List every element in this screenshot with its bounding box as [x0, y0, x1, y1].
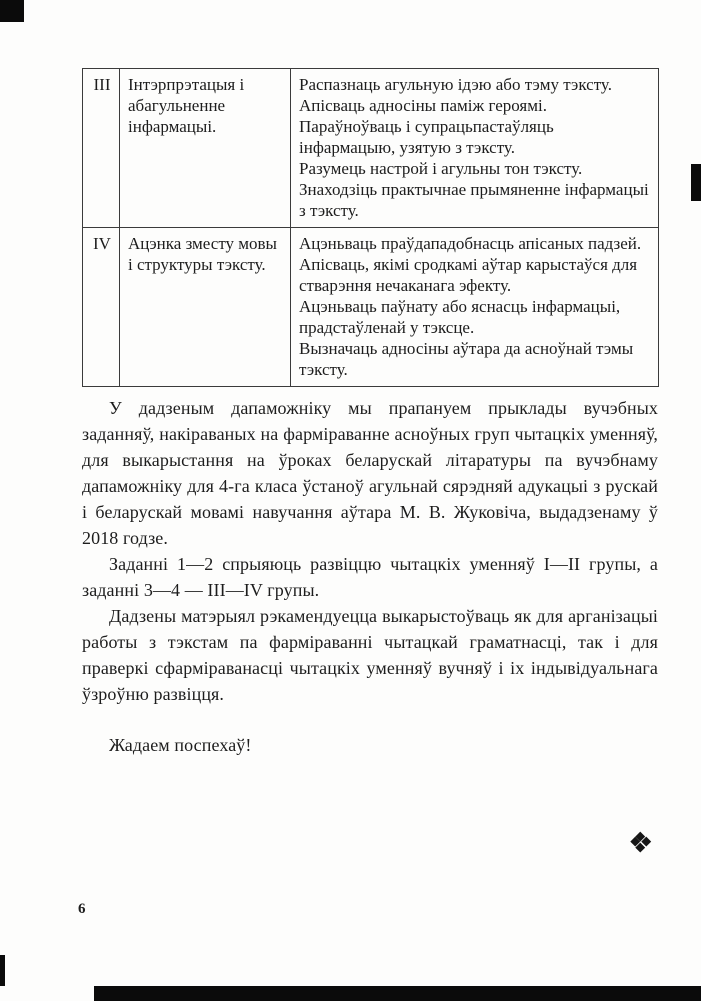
paragraph: Заданні 1—2 спрыяюць развіццю чытацкіх уменняў I—II групы, а заданні 3—4 — III—IV групы. [82, 554, 658, 600]
skill-item: Разумець настрой і агульны тон тэксту. [299, 159, 583, 178]
skill-group-cell: Інтэрпрэтацыя і абагульненне інфармацыі. [120, 69, 291, 228]
closing-line: Жадаем поспехаў! [109, 735, 252, 755]
skill-item: Апісваць, якімі сродкамі аўтар карыстаўся для стварэння нечаканага эфекту. [299, 255, 638, 295]
skill-group-cell: Ацэнка зместу мовы і структуры тэксту. [120, 228, 291, 387]
skill-item: Вызначаць адносіны аўтара да асноўнай тэмы тэксту. [299, 339, 634, 379]
paragraph: Дадзены матэрыял рэкамендуецца выкарыстоўваць як для арганізацыі работы з тэкстам па фарміраванні чытацкай граматнасці, так і для праверкі сфарміраванасці чытацкіх уменняў вучняў і іх індывідуальнага ўзроўню развіцця. [82, 606, 658, 704]
scan-artifact-left-edge [0, 955, 5, 986]
four-diamond-ornament-icon [632, 833, 649, 850]
page-content [82, 68, 658, 758]
page-number: 6 [78, 901, 86, 917]
skill-item: Ацэньваць паўнату або яснасць інфармацыі, прадстаўленай у тэксце. [299, 297, 621, 337]
skill-item: Апісваць адносіны паміж героямі. [299, 96, 547, 115]
skill-list-cell [291, 228, 659, 387]
body-text [82, 395, 658, 758]
scan-artifact-right-edge [691, 164, 701, 201]
paragraph: У дадзеным дапаможніку мы прапануем прыклады вучэбных заданняў, накіраваных на фарміраванне асноўных груп чытацкіх уменняў, для выкарыстання на ўроках беларускай літаратуры па вучэбнаму дапаможніку для 4-га класа ўстаноў агульнай сярэдняй адукацыі з рускай і беларускай мовамі навучання аўтара М. В. Жуковіча, выдадзенаму ў 2018 годзе. [82, 398, 658, 548]
skill-item: Знаходзіць практычнае прымяненне інфармацыі з тэксту. [299, 180, 649, 220]
skill-item: Ацэньваць праўдападобнасць апісаных падзей. [299, 234, 642, 253]
table-row [83, 228, 659, 387]
reading-skills-table [82, 68, 659, 387]
scan-artifact-top-left [0, 0, 24, 22]
row-numeral: III [83, 69, 120, 228]
row-numeral: IV [83, 228, 120, 387]
skill-item: Параўноўваць і супрацьпастаўляць інфармацыю, узятую з тэксту. [299, 117, 554, 157]
scan-artifact-bottom-bar [94, 986, 701, 1001]
skill-list-cell [291, 69, 659, 228]
table-row [83, 69, 659, 228]
skill-item: Распазнаць агульную ідэю або тэму тэксту. [299, 75, 612, 94]
